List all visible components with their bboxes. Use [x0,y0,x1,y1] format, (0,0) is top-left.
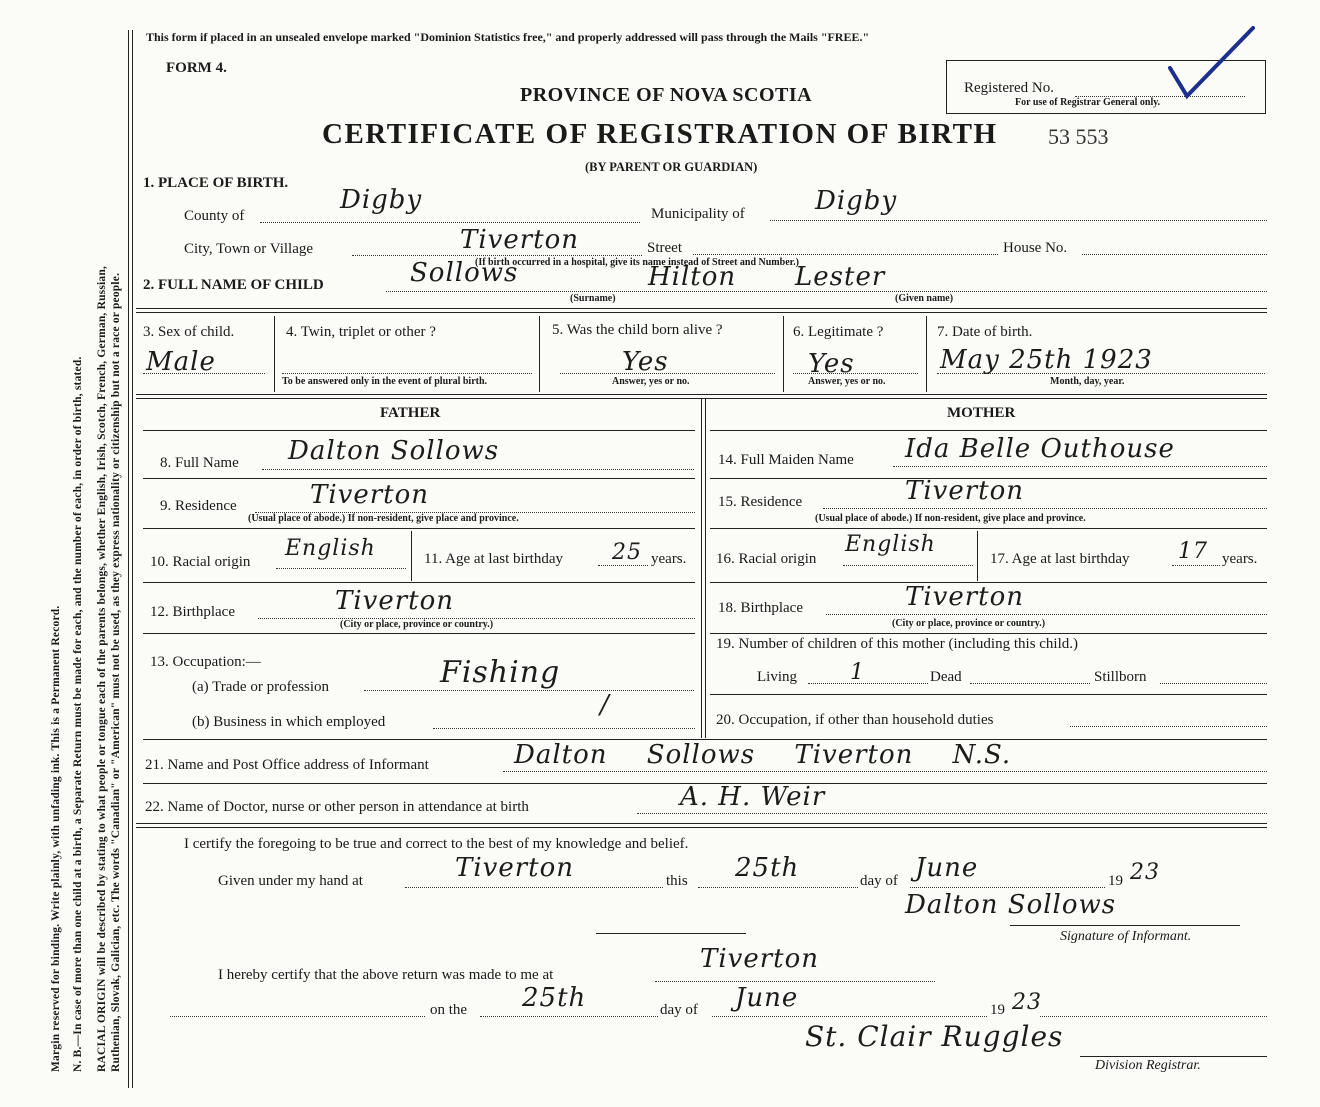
margin-nb-note: N. B.—In case of more than one child at a birth, a Separate Return must be made for each, and the number of each, in order of birth, stated. [72,356,84,1072]
father-trade-label: (a) Trade or profession [192,679,330,695]
doctor-value: A. H. Weir [680,782,826,812]
house-label: House No. [1003,240,1068,256]
sex-value: Male [146,347,216,377]
mother-birthplace-value: Tiverton [905,582,1025,612]
mother-occupation-label: 20. Occupation, if other than household duties [716,712,994,728]
father-age-value: 25 [612,540,642,565]
child-given-name-1: Hilton [648,262,737,292]
return-place: Tiverton [700,944,820,974]
father-age-unit: years. [651,551,687,567]
registered-label: Registered No. [964,80,1054,96]
given-year: 23 [1130,860,1160,885]
registrar-caption: Division Registrar. [1095,1058,1201,1073]
father-residence-value: Tiverton [310,480,430,510]
mother-racial-label: 16. Racial origin [716,551,817,567]
father-name-value: Dalton Sollows [288,436,500,466]
child-given-name-2: Lester [795,262,886,292]
on-the-label: on the [430,1002,468,1018]
dob-label: 7. Date of birth. [937,324,1033,340]
county-value: Digby [340,185,423,215]
alive-label: 5. Was the child born alive ? [552,322,723,338]
mother-residence-label: 15. Residence [718,494,803,510]
margin-binding-note: Margin reserved for binding. Write plainly, with unfading ink. This is a Permanent Record. [50,605,62,1072]
mother-name-label: 14. Full Maiden Name [718,452,854,468]
surname-caption: (Surname) [570,293,616,304]
check-mark-icon [1165,22,1265,102]
dob-note: Month, day, year. [1050,376,1125,387]
return-month: June [735,983,799,1013]
mother-birthplace-note: (City or place, province or country.) [892,618,1046,629]
informant-signature-caption: Signature of Informant. [1060,929,1192,944]
given-place: Tiverton [455,853,575,883]
return-label: I hereby certify that the above return was made to me at [218,967,554,983]
given-name-caption: (Given name) [895,293,954,304]
mother-living-label: Living [757,669,797,685]
father-birthplace-value: Tiverton [335,586,455,616]
mother-residence-note: (Usual place of abode.) If non-resident, give place and province. [815,513,1086,524]
street-label: Street [647,240,682,256]
margin-racial-note-1: RACIAL ORIGIN will be described by stating to what people or tongue each of the parents belongs, whether English, Irish, Scotch, French, German, Russian, [96,265,108,1072]
margin-racial-note-2: Ruthenian, Slovak, Galician, etc. The words "Canadian" or "American" must not be used, as they express nationality or citizenship but not a race or people. [110,272,122,1072]
certificate-title: CERTIFICATE OF REGISTRATION OF BIRTH [322,118,998,150]
father-trade-value: Fishing [440,655,561,690]
father-name-label: 8. Full Name [160,455,239,471]
alive-value: Yes [622,347,669,377]
certify-statement: I certify the foregoing to be true and correct to the best of my knowledge and belief. [184,836,689,852]
return-year-prefix: 19 [990,1002,1005,1018]
hospital-note: (If birth occurred in a hospital, give its name instead of Street and Number.) [475,257,799,268]
father-business-label: (b) Business in which employed [192,714,386,730]
registered-note: For use of Registrar General only. [1015,97,1161,108]
margin-rule [128,30,133,1088]
child-surname: Sollows [410,258,519,288]
father-occupation-label: 13. Occupation:— [150,654,261,670]
given-day: 25th [735,853,800,883]
return-day-of-label: day of [660,1002,698,1018]
municipality-value: Digby [815,186,898,216]
mother-racial-value: English [845,532,936,557]
informant-value: Dalton Sollows Tiverton N.S. [514,740,1012,770]
city-label: City, Town or Village [184,241,314,257]
mother-age-value: 17 [1178,539,1208,564]
father-birthplace-note: (City or place, province or country.) [340,619,494,630]
legitimate-label: 6. Legitimate ? [793,324,884,340]
father-racial-label: 10. Racial origin [150,554,251,570]
day-of-label: day of [860,873,898,889]
place-of-birth-heading: 1. PLACE OF BIRTH. [143,175,289,191]
this-label: this [666,873,688,889]
father-age-label: 11. Age at last birthday [424,551,563,567]
mother-stillborn-label: Stillborn [1094,669,1147,685]
father-business-value: / [600,690,610,720]
form-number: FORM 4. [166,60,227,76]
mother-age-unit: years. [1222,551,1258,567]
return-year: 23 [1012,990,1042,1015]
twin-label: 4. Twin, triplet or other ? [286,324,436,340]
mother-name-value: Ida Belle Outhouse [905,434,1175,464]
mother-residence-value: Tiverton [905,476,1025,506]
father-residence-note: (Usual place of abode.) If non-resident, give place and province. [248,513,519,524]
mother-children-label: 19. Number of children of this mother (including this child.) [716,636,1079,652]
mother-living-value: 1 [850,660,865,685]
legitimate-value: Yes [808,349,855,379]
informant-signature: Dalton Sollows [905,890,1117,920]
father-birthplace-label: 12. Birthplace [150,604,235,620]
mail-notice: This form if placed in an unsealed envelope marked "Dominion Statistics free," and properly addressed will pass through the Mails "FREE." [146,30,870,44]
mother-birthplace-label: 18. Birthplace [718,600,803,616]
sex-label: 3. Sex of child. [143,324,235,340]
father-heading: FATHER [380,405,441,421]
mother-dead-label: Dead [930,669,962,685]
informant-label: 21. Name and Post Office address of Informant [145,757,429,773]
province-heading: PROVINCE OF NOVA SCOTIA [520,84,813,106]
given-month: June [915,853,979,883]
county-label: County of [184,208,245,224]
twin-note: To be answered only in the event of plural birth. [282,376,488,387]
mother-age-label: 17. Age at last birthday [990,551,1130,567]
municipality-label: Municipality of [651,206,745,222]
given-year-prefix: 19 [1108,873,1123,889]
registrar-signature: St. Clair Ruggles [805,1020,1064,1053]
return-day: 25th [522,983,587,1013]
dob-value: May 25th 1923 [940,345,1153,375]
doctor-label: 22. Name of Doctor, nurse or other person in attendance at birth [145,799,529,815]
city-value: Tiverton [460,225,580,255]
child-name-label: 2. FULL NAME OF CHILD [143,277,324,293]
certificate-subtitle: (BY PARENT OR GUARDIAN) [585,160,758,174]
legitimate-note: Answer, yes or no. [808,376,886,387]
stamp-number: 53 553 [1048,124,1109,149]
mother-heading: MOTHER [947,405,1016,421]
father-residence-label: 9. Residence [160,498,237,514]
father-racial-value: English [285,536,376,561]
alive-note: Answer, yes or no. [612,376,690,387]
given-under-label: Given under my hand at [218,873,363,889]
